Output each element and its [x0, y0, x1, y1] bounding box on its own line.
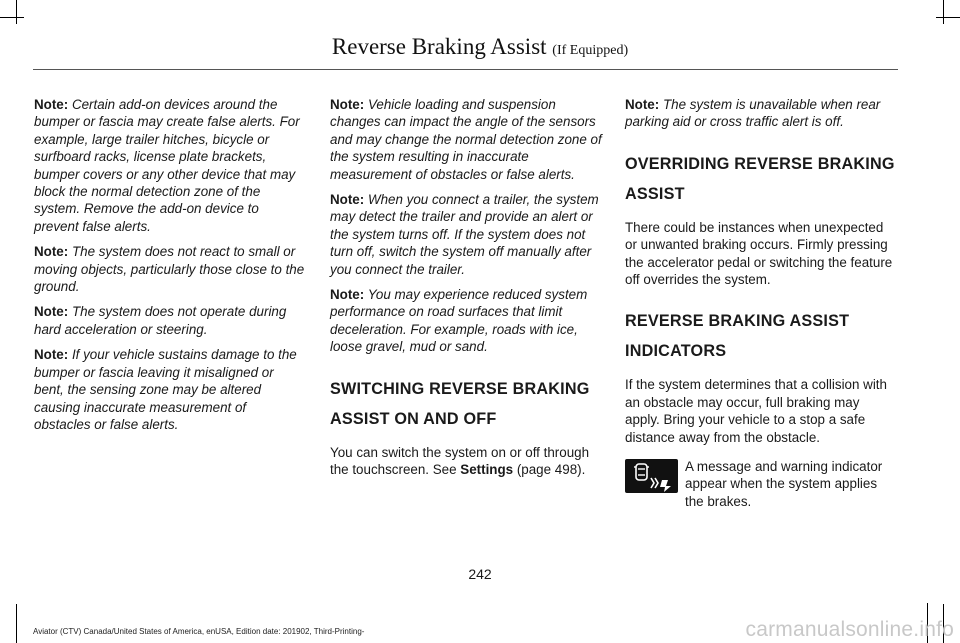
note-text: The system does not operate during hard acceleration or steering.	[34, 304, 287, 337]
reverse-brake-warning-icon	[625, 459, 678, 493]
note-paragraph	[34, 346, 306, 433]
body-text: You can switch the system on or off through the touchscreen. See	[330, 444, 590, 478]
note-paragraph	[330, 96, 602, 183]
title-subtitle: (If Equipped)	[552, 43, 629, 58]
note-label: Note:	[34, 304, 69, 320]
crop-mark	[16, 604, 17, 643]
note-text: You may experience reduced system performance on road surfaces that limit deceleration. For example, roads with ice, loose gravel, mud or sand.	[330, 287, 588, 355]
column-3	[625, 96, 897, 510]
note-paragraph	[625, 96, 897, 131]
note-label: Note:	[34, 97, 69, 112]
header-divider	[33, 69, 898, 70]
column-2	[330, 96, 602, 487]
note-paragraph	[34, 243, 306, 295]
page-title	[0, 34, 960, 60]
note-text: When you connect a trailer, the system may detect the trailer and provide an alert or the system turns off. If the system does not turn off, switch the system off manually after you connect the trailer.	[330, 192, 599, 277]
note-paragraph	[330, 191, 602, 278]
body-paragraph	[330, 444, 602, 479]
note-text: The system is unavailable when rear parking aid or cross traffic alert is off.	[625, 97, 881, 130]
note-label: Note:	[330, 97, 365, 112]
note-label: Note:	[34, 347, 69, 363]
heading-line: INDICATORS	[625, 342, 727, 361]
body-paragraph: If the system determines that a collision with an obstacle may occur, full braking may apply. Bring your vehicle to a stop a safe distance away from the obstacle.	[625, 377, 887, 445]
section-heading-switching	[330, 378, 602, 430]
body-paragraph: There could be instances when unexpected or unwanted braking occurs. Firmly pressing the accelerator pedal or switching the feature off overrides the system.	[625, 219, 893, 288]
footer-edition-text: Aviator (CTV) Canada/United States of America, enUSA, Edition date: 201902, Third-Printing-	[33, 627, 365, 636]
note-label: Note:	[330, 192, 365, 208]
note-paragraph	[34, 303, 306, 338]
page-reference: (page 498).	[513, 462, 586, 478]
note-text: Vehicle loading and suspension changes can impact the angle of the sensors and may change the normal detection zone of the system resulting in inaccurate measurement of obstacles or false alerts.	[330, 97, 602, 182]
note-label: Note:	[625, 97, 660, 112]
title-main: Reverse Braking Assist	[331, 34, 547, 59]
section-heading-overriding	[625, 153, 897, 205]
indicator-description: A message and warning indicator appear when the system applies the brakes.	[685, 459, 883, 509]
heading-line: ASSIST	[625, 184, 685, 203]
note-text: Certain add-on devices around the bumper or fascia may create false alerts. For example, large trailer hitches, bicycle or surfboard racks, license plate brackets, bumper covers or any other device that may block the normal detection zone of the system. Remove the add-on device to prevent false alerts.	[34, 97, 300, 234]
page-number: 242	[468, 566, 492, 582]
crop-mark	[936, 17, 960, 18]
note-paragraph	[330, 286, 602, 356]
indicator-row	[625, 458, 897, 510]
note-paragraph	[34, 96, 306, 235]
note-label: Note:	[330, 287, 365, 303]
heading-line: OVERRIDING REVERSE BRAKING	[625, 154, 895, 173]
watermark: carmanualsonline.info	[745, 618, 954, 641]
reverse-brake-warning-icon-graphic	[625, 459, 678, 493]
crop-mark	[0, 17, 24, 18]
section-heading-indicators	[625, 310, 897, 362]
heading-line: ASSIST ON AND OFF	[330, 409, 497, 428]
column-1	[34, 96, 306, 441]
heading-line: SWITCHING REVERSE BRAKING	[330, 379, 590, 398]
note-text: The system does not react to small or moving objects, particularly those close to the ground.	[34, 244, 305, 295]
crop-mark	[943, 0, 944, 24]
crop-mark	[16, 0, 17, 24]
note-label: Note:	[34, 244, 69, 260]
note-text: If your vehicle sustains damage to the bumper or fascia leaving it misaligned or bent, the sensing zone may be altered causing inaccurate measurement of obstacles or false alerts.	[34, 347, 297, 432]
settings-link[interactable]: Settings	[460, 462, 514, 478]
heading-line: REVERSE BRAKING ASSIST	[625, 312, 850, 331]
